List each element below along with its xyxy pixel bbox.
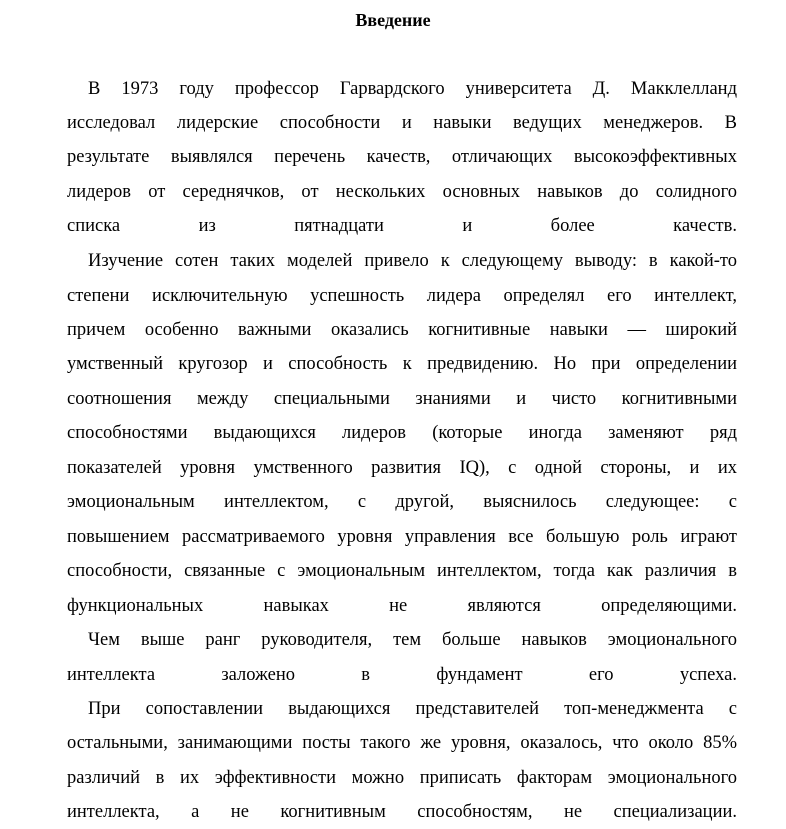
- paragraph-line: остальными, занимающими посты такого же уровня, оказалось, что около 85%: [67, 733, 737, 753]
- paragraph-line: способности, связанные с эмоциональным интеллектом, тогда как различия в: [67, 561, 737, 581]
- paragraph-line: повышением рассматриваемого уровня управления все большую роль играют: [67, 527, 737, 547]
- paragraph-line: Чем выше ранг руководителя, тем больше навыков эмоционального: [88, 630, 737, 650]
- paragraph-line: соотношения между специальными знаниями и чисто когнитивными: [67, 389, 737, 409]
- paragraph-line: интеллекта заложено в фундамент его успеха.: [67, 665, 737, 685]
- paragraph-line: результате выявлялся перечень качеств, отличающих высокоэффективных: [67, 147, 737, 167]
- paragraph-line: показателей уровня умственного развития IQ), с одной стороны, и их: [67, 458, 737, 478]
- paragraph-line: способностями выдающихся лидеров (которые иногда заменяют ряд: [67, 423, 737, 443]
- paragraph-line: списка из пятнадцати и более качеств.: [67, 216, 737, 236]
- paragraph-line: интеллекта, а не когнитивным способностям, не специализации.: [67, 802, 737, 822]
- paragraph-line: причем особенно важными оказались когнитивные навыки — широкий: [67, 320, 737, 340]
- paragraph-line: исследовал лидерские способности и навыки ведущих менеджеров. В: [67, 113, 737, 133]
- paragraph-line: степени исключительную успешность лидера определял его интеллект,: [67, 286, 737, 306]
- paragraph-line: В 1973 году профессор Гарвардского университета Д. Макклелланд: [88, 79, 737, 99]
- paragraph-line: умственный кругозор и способность к предвидению. Но при определении: [67, 354, 737, 374]
- paragraph-line: лидеров от середнячков, от нескольких основных навыков до солидного: [67, 182, 737, 202]
- document-title: Введение: [355, 10, 431, 30]
- paragraph-line: различий в их эффективности можно приписать факторам эмоционального: [67, 768, 737, 788]
- paragraph-line: функциональных навыках не являются определяющими.: [67, 596, 737, 616]
- paragraph-line: Изучение сотен таких моделей привело к следующему выводу: в какой-то: [88, 251, 737, 271]
- paragraph-line: При сопоставлении выдающихся представителей топ-менеджмента с: [88, 699, 737, 719]
- paragraph-line: эмоциональным интеллектом, с другой, выяснилось следующее: с: [67, 492, 737, 512]
